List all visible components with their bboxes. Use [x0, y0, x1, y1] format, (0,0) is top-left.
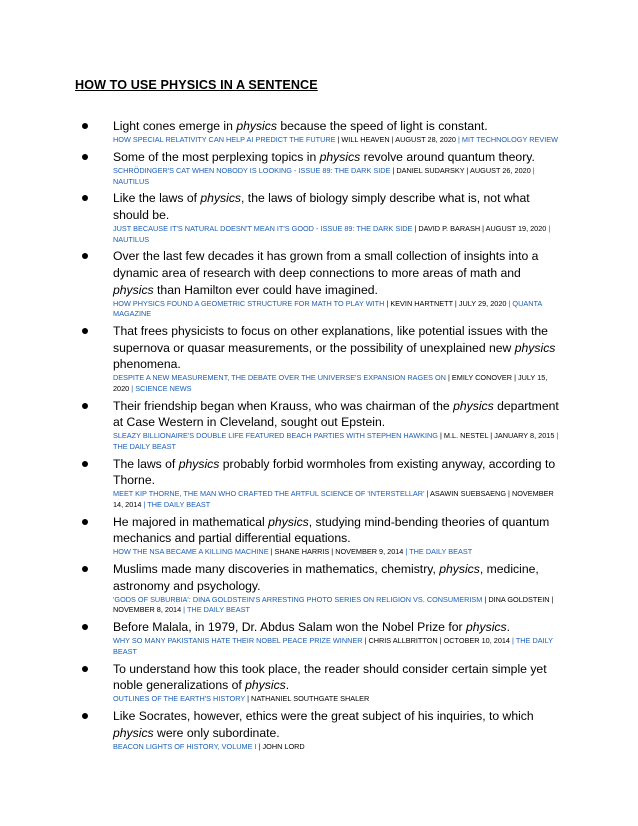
article-link[interactable]: OUTLINES OF THE EARTH'S HISTORY	[113, 694, 246, 704]
publication-link[interactable]: THE DAILY BEAST	[113, 636, 553, 656]
author-name: CHRIS ALLBRITTON	[368, 636, 438, 646]
publication-link[interactable]: NAUTILUS	[113, 176, 150, 186]
sentence-text-before: He majored in mathematical	[113, 514, 269, 529]
sentence-text-after: revolve around quantum theory.	[360, 150, 535, 164]
article-link[interactable]: JUST BECAUSE IT'S NATURAL DOESN'T MEAN IT'S GOOD - ISSUE 89: THE DARK SIDE	[113, 224, 413, 234]
example-sentence	[113, 323, 562, 373]
article-link[interactable]: HOW PHYSICS FOUND A GEOMETRIC STRUCTURE FOR MATH TO PLAY WITH	[113, 298, 385, 308]
bullet-icon	[82, 403, 88, 409]
publication-link[interactable]: THE DAILY BEAST	[113, 441, 176, 451]
example-sentence	[113, 561, 562, 594]
sentence-text-before: Their friendship began when Krauss, who was chairman of the	[113, 398, 454, 413]
example-sentence	[113, 398, 562, 431]
article-link[interactable]: SCHRÖDINGER'S CAT WHEN NOBODY IS LOOKING - ISSUE 89: THE DARK SIDE	[113, 166, 391, 176]
example-sentence	[113, 149, 562, 166]
publish-date: OCTOBER 10, 2014	[443, 636, 510, 646]
sentence-text-after: , medicine, astronomy and psychology.	[113, 562, 539, 593]
example-sentence	[113, 248, 562, 298]
sentence-item	[82, 561, 562, 616]
sentence-item	[82, 323, 562, 394]
sentence-item	[82, 118, 562, 146]
sentence-item	[82, 456, 562, 511]
source-citation: SLEAZY BILLIONAIRE'S DOUBLE LIFE FEATURED BEACH PARTIES WITH STEPHEN HAWKING | M.L. NESTEL | JANUARY 8, 2015 | THE DAILY BEAST	[113, 431, 559, 451]
publish-date: JULY 15, 2020	[113, 373, 548, 393]
sentence-keyword: physics	[268, 514, 309, 529]
bullet-icon	[82, 666, 88, 672]
sentence-keyword: physics	[439, 562, 480, 577]
source-citation: DESPITE A NEW MEASUREMENT, THE DEBATE OVER THE UNIVERSE'S EXPANSION RAGES ON | EMILY CONOVER | JULY 15, 2020 | SCIENCE NEWS	[113, 373, 548, 393]
sentence-keyword: physics	[319, 150, 361, 164]
article-link[interactable]: WHY SO MANY PAKISTANIS HATE THEIR NOBEL PEACE PRIZE WINNER	[113, 636, 363, 646]
sentence-text-before: Muslims made many discoveries in mathematics, chemistry,	[113, 562, 440, 577]
source-citation: JUST BECAUSE IT'S NATURAL DOESN'T MEAN IT'S GOOD - ISSUE 89: THE DARK SIDE | DAVID P. BARASH | AUGUST 19, 2020 | NAUTILUS	[113, 224, 551, 244]
author-name: SHANE HARRIS	[274, 547, 330, 557]
sentence-keyword: physics	[200, 191, 242, 206]
article-link[interactable]: BEACON LIGHTS OF HISTORY, VOLUME I	[113, 741, 257, 751]
sentence-text-before: Before Malala, in 1979, Dr. Abdus Salam won the Nobel Prize for	[113, 620, 466, 635]
sentence-keyword: physics	[453, 398, 494, 413]
publish-date: AUGUST 19, 2020	[485, 224, 547, 234]
sentence-text-after: , the laws of biology simply describe what is, not what should be.	[113, 191, 530, 222]
sentence-keyword: physics	[236, 119, 277, 133]
sentence-text-before: Light cones emerge in	[113, 119, 237, 133]
bullet-icon	[82, 328, 88, 334]
author-name: M.L. NESTEL	[443, 431, 489, 441]
author-name: EMILY CONOVER	[451, 373, 513, 383]
bullet-icon	[82, 154, 88, 160]
source-citation: 'GODS OF SUBURBIA': DINA GOLDSTEIN'S ARRESTING PHOTO SERIES ON RELIGION VS. CONSUMERISM | DINA GOLDSTEIN | NOVEMBER 8, 2014 | THE DAILY BEAST	[113, 594, 554, 615]
bullet-icon	[82, 461, 88, 467]
source-citation: OUTLINES OF THE EARTH'S HISTORY | NATHANIEL SOUTHGATE SHALER	[113, 694, 370, 704]
author-name: ASAWIN SUEBSAENG	[430, 489, 506, 499]
sentence-keyword: physics	[178, 456, 220, 471]
sentence-item	[82, 190, 562, 245]
source-citation: WHY SO MANY PAKISTANIS HATE THEIR NOBEL PEACE PRIZE WINNER | CHRIS ALLBRITTON | OCTOBER 10, 2014 | THE DAILY BEAST	[113, 636, 553, 656]
source-citation: HOW THE NSA BECAME A KILLING MACHINE | SHANE HARRIS | NOVEMBER 9, 2014 | THE DAILY BEAST	[113, 547, 473, 557]
example-sentence	[113, 514, 562, 547]
publish-date: JANUARY 8, 2015	[494, 431, 555, 441]
example-sentence	[113, 118, 562, 135]
bullet-icon	[82, 123, 88, 129]
author-name: NATHANIEL SOUTHGATE SHALER	[251, 694, 370, 704]
sentence-keyword: physics	[245, 678, 286, 693]
sentence-text-after: were only subordinate.	[153, 725, 280, 740]
article-link[interactable]: DESPITE A NEW MEASUREMENT, THE DEBATE OVER THE UNIVERSE'S EXPANSION RAGES ON	[113, 373, 446, 383]
article-link[interactable]: MEET KIP THORNE, THE MAN WHO CRAFTED THE ARTFUL SCIENCE OF 'INTERSTELLAR'	[113, 489, 425, 499]
author-name: DAVID P. BARASH	[418, 224, 481, 234]
publish-date: AUGUST 28, 2020	[395, 135, 456, 145]
article-link[interactable]: 'GODS OF SUBURBIA': DINA GOLDSTEIN'S ARRESTING PHOTO SERIES ON RELIGION VS. CONSUMERISM	[113, 594, 483, 604]
example-sentence	[113, 661, 562, 694]
sentence-text-after: probably forbid wormholes from existing anyway, according to Thorne.	[113, 456, 556, 488]
bullet-icon	[82, 195, 88, 201]
sentence-text-before: Like Socrates, however, ethics were the great subject of his inquiries, to which	[113, 709, 534, 724]
article-link[interactable]: HOW THE NSA BECAME A KILLING MACHINE	[113, 547, 269, 557]
bullet-icon	[82, 713, 88, 719]
publish-date: JULY 29, 2020	[458, 298, 507, 308]
sentence-text-before: That frees physicists to focus on other explanations, like potential issues with the supernova or quasar measurements, or the possibility of unexplained new	[113, 324, 548, 355]
example-sentence	[113, 456, 562, 489]
sentence-keyword: physics	[514, 340, 556, 355]
sentence-keyword: physics	[113, 725, 154, 740]
example-sentence	[113, 708, 562, 741]
bullet-icon	[82, 566, 88, 572]
publication-link[interactable]: QUANTA MAGAZINE	[113, 298, 542, 319]
bullet-icon	[82, 519, 88, 525]
source-citation: HOW SPECIAL RELATIVITY CAN HELP AI PREDICT THE FUTURE | WILL HEAVEN | AUGUST 28, 2020 | MIT TECHNOLOGY REVIEW	[113, 135, 559, 145]
publication-link[interactable]: MIT TECHNOLOGY REVIEW	[461, 135, 559, 145]
bullet-icon	[82, 624, 88, 630]
source-citation: SCHRÖDINGER'S CAT WHEN NOBODY IS LOOKING - ISSUE 89: THE DARK SIDE | DANIEL SUDARSKY | AUGUST 26, 2020 | NAUTILUS	[113, 166, 535, 186]
publication-link[interactable]: NAUTILUS	[113, 234, 150, 244]
sentence-text-after: because the speed of light is constant.	[276, 119, 488, 133]
sentence-text-after: than Hamilton ever could have imagined.	[153, 282, 378, 297]
publication-link[interactable]: THE DAILY BEAST	[186, 605, 250, 615]
publish-date: NOVEMBER 9, 2014	[335, 547, 404, 557]
sentence-text-before: Like the laws of	[113, 191, 201, 206]
sentence-item	[82, 248, 562, 319]
publish-date: AUGUST 26, 2020	[470, 166, 531, 176]
sentence-item	[82, 149, 562, 187]
sentence-item	[82, 661, 562, 705]
publish-date: NOVEMBER 14, 2014	[113, 489, 554, 509]
source-citation: BEACON LIGHTS OF HISTORY, VOLUME I | JOHN LORD	[113, 741, 305, 751]
publish-date: NOVEMBER 8, 2014	[113, 605, 182, 615]
sentence-text-after: , studying mind-bending theories of quantum mechanics and partial differential equations.	[113, 514, 550, 546]
page-title: HOW TO USE PHYSICS IN A SENTENCE	[75, 78, 318, 92]
example-sentence	[113, 619, 562, 636]
sentence-text-after: .	[506, 620, 510, 635]
sentence-text-before: Some of the most perplexing topics in	[113, 150, 320, 164]
example-sentence	[113, 190, 562, 223]
sentence-text-before: To understand how this took place, the reader should consider certain simple yet noble generalizations of	[113, 661, 547, 693]
sentence-item	[82, 708, 562, 752]
article-link[interactable]: SLEAZY BILLIONAIRE'S DOUBLE LIFE FEATURED BEACH PARTIES WITH STEPHEN HAWKING	[113, 431, 438, 441]
publication-link[interactable]: THE DAILY BEAST	[409, 547, 473, 557]
author-name: WILL HEAVEN	[341, 135, 390, 145]
sentence-item	[82, 619, 562, 657]
source-citation: HOW PHYSICS FOUND A GEOMETRIC STRUCTURE FOR MATH TO PLAY WITH | KEVIN HARTNETT | JULY 29, 2020 | QUANTA MAGAZINE	[113, 298, 542, 319]
author-name: KEVIN HARTNETT	[390, 298, 453, 308]
sentence-text-before: Over the last few decades it has grown from a small collection of insights into a dynamic area of research with deep connections to more areas of math and	[113, 249, 539, 280]
sentence-text-after: phenomena.	[113, 357, 181, 372]
article-link[interactable]: HOW SPECIAL RELATIVITY CAN HELP AI PREDICT THE FUTURE	[113, 135, 336, 145]
sentence-text-after: .	[285, 678, 290, 693]
sentence-list	[82, 118, 562, 756]
sentence-text-before: The laws of	[113, 456, 179, 471]
author-name: DANIEL SUDARSKY	[396, 166, 465, 176]
sentence-item	[82, 398, 562, 453]
author-name: JOHN LORD	[262, 741, 305, 751]
author-name: DINA GOLDSTEIN	[488, 594, 550, 604]
bullet-icon	[82, 253, 88, 259]
sentence-keyword: physics	[465, 620, 507, 635]
sentence-item	[82, 514, 562, 558]
source-citation: MEET KIP THORNE, THE MAN WHO CRAFTED THE ARTFUL SCIENCE OF 'INTERSTELLAR' | ASAWIN SUEBSAENG | NOVEMBER 14, 2014 | THE DAILY BEAST	[113, 489, 554, 509]
sentence-text-after: department at Case Western in Cleveland, sought out Epstein.	[113, 398, 559, 430]
publication-link[interactable]: THE DAILY BEAST	[147, 499, 211, 509]
publication-link[interactable]: SCIENCE NEWS	[135, 383, 192, 393]
sentence-keyword: physics	[113, 282, 154, 297]
